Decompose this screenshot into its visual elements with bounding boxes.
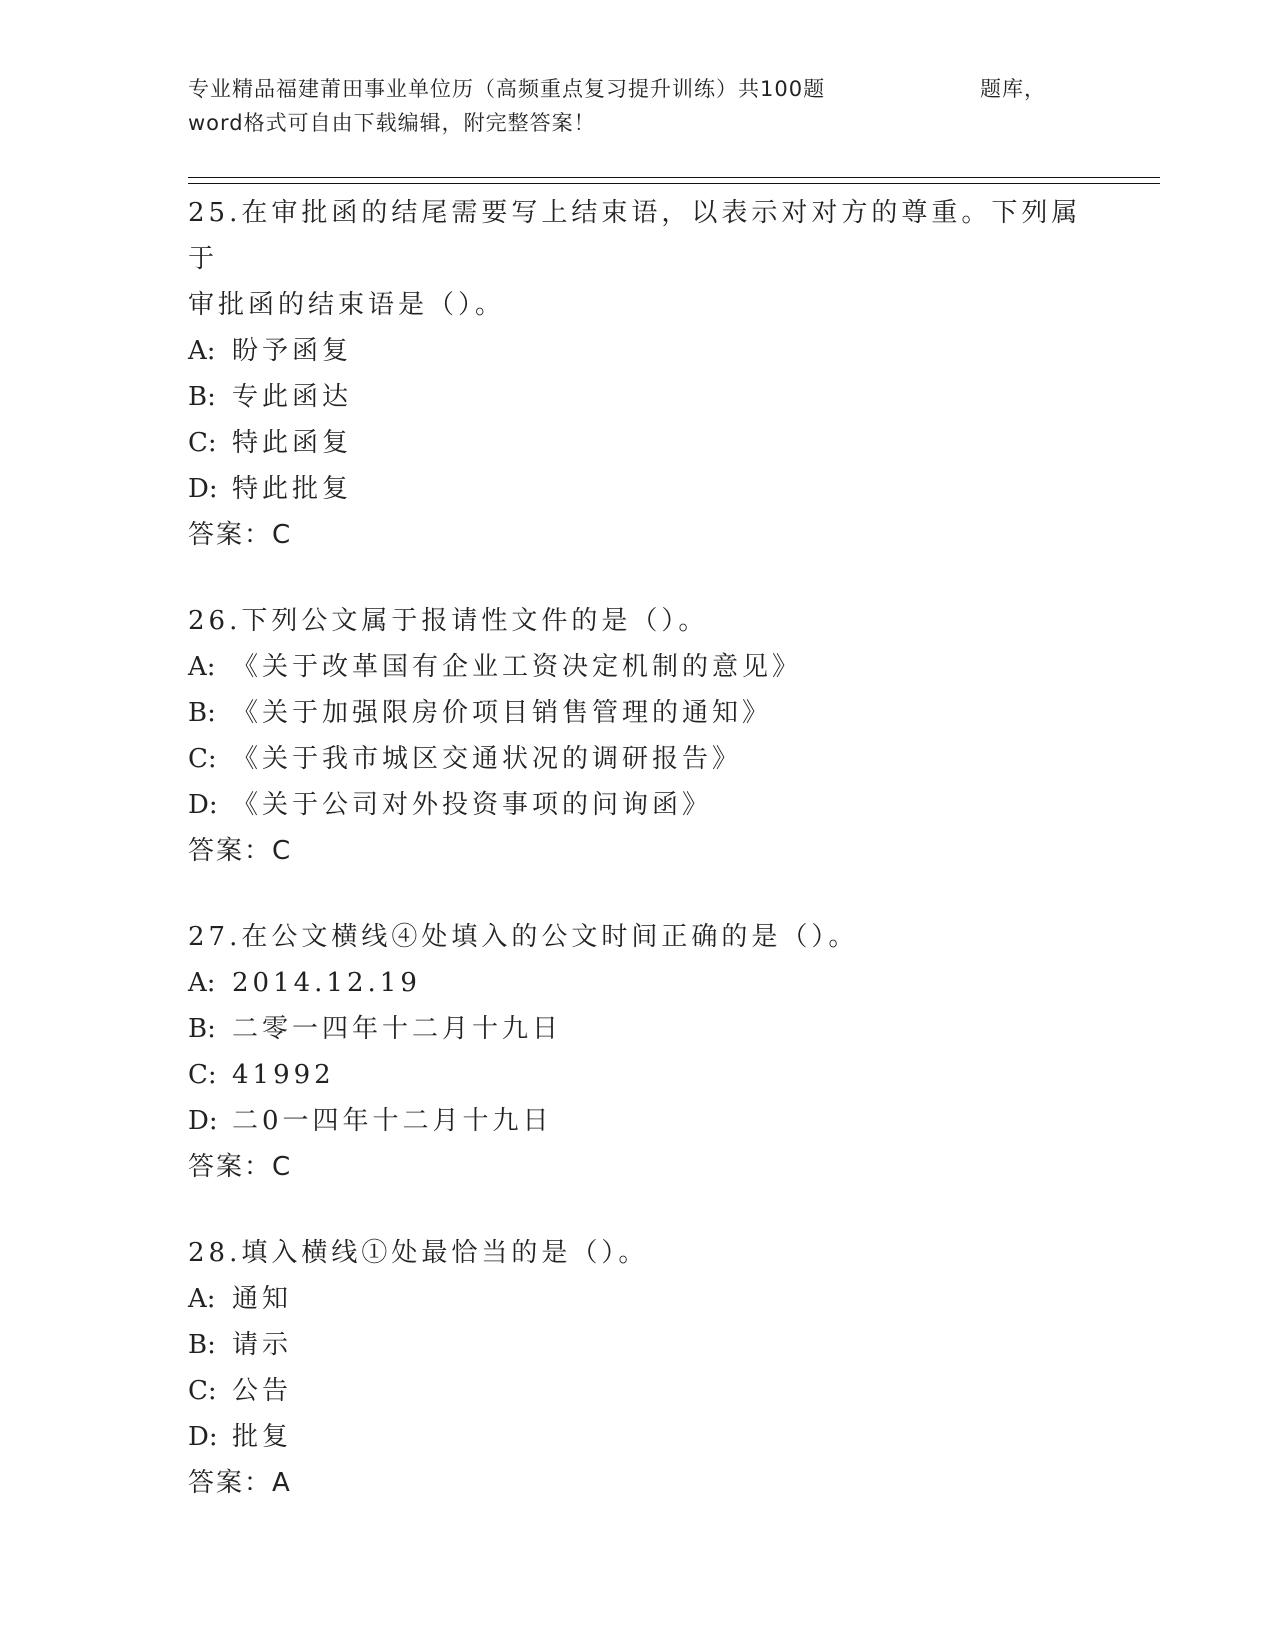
option-text: 特此批复 (232, 474, 353, 504)
option-d (188, 1098, 1088, 1144)
header-divider-top (188, 177, 1160, 178)
answer-line: 答案：C (188, 520, 293, 550)
option-letter: B: (188, 1330, 216, 1360)
option-d (188, 782, 1088, 828)
option-letter: A: (188, 1284, 216, 1314)
answer-line: 答案：C (188, 1152, 293, 1182)
option-text: 特此函复 (232, 428, 353, 458)
document-header (188, 72, 1088, 140)
option-text: 二零一四年十二月十九日 (232, 1014, 563, 1044)
option-letter: A: (188, 336, 216, 366)
question-stem: 28.填入横线①处最恰当的是（）。 (188, 1238, 649, 1268)
option-text: 盼予函复 (232, 336, 353, 366)
option-a (188, 328, 1088, 374)
option-letter: C: (188, 1060, 217, 1090)
option-text: 二0一四年十二月十九日 (232, 1106, 553, 1136)
option-text: 批复 (232, 1422, 293, 1452)
option-letter: D: (188, 1422, 218, 1452)
option-b (188, 690, 1088, 736)
option-letter: C: (188, 744, 217, 774)
question-list (188, 190, 1088, 1546)
question-26 (188, 598, 1088, 874)
option-text: 公告 (232, 1376, 293, 1406)
option-letter: D: (188, 1106, 218, 1136)
option-text: 41992 (232, 1060, 335, 1090)
option-text: 通知 (232, 1284, 293, 1314)
option-text: 《关于我市城区交通状况的调研报告》 (232, 744, 743, 774)
option-letter: B: (188, 1014, 216, 1044)
option-text: 专此函达 (232, 382, 353, 412)
option-a (188, 1276, 1088, 1322)
option-c (188, 1052, 1088, 1098)
option-letter: A: (188, 652, 216, 682)
answer-line: 答案：A (188, 1468, 292, 1498)
option-letter: B: (188, 698, 216, 728)
option-text: 2014.12.19 (232, 968, 421, 998)
header-divider-bottom (188, 183, 1160, 184)
option-d (188, 466, 1088, 512)
option-letter: A: (188, 968, 216, 998)
option-c (188, 736, 1088, 782)
option-c (188, 1368, 1088, 1414)
option-text: 《关于改革国有企业工资决定机制的意见》 (232, 652, 803, 682)
option-text: 《关于公司对外投资事项的问询函》 (232, 790, 713, 820)
option-letter: B: (188, 382, 216, 412)
option-b (188, 1322, 1088, 1368)
option-text: 请示 (232, 1330, 293, 1360)
option-a (188, 960, 1088, 1006)
header-line-1 (188, 72, 1088, 106)
question-stem: 27.在公文横线④处填入的公文时间正确的是（）。 (188, 922, 859, 952)
answer-line: 答案：C (188, 836, 293, 866)
question-28 (188, 1230, 1088, 1506)
header-title-suffix: 题库， (980, 77, 1046, 101)
option-b (188, 374, 1088, 420)
question-27 (188, 914, 1088, 1190)
question-stem: 26.下列公文属于报请性文件的是（）。 (188, 606, 709, 636)
option-letter: D: (188, 474, 218, 504)
header-title: 专业精品福建莆田事业单位历（高频重点复习提升训练）共100题 (188, 77, 826, 101)
option-text: 《关于加强限房价项目销售管理的通知》 (232, 698, 773, 728)
header-line-2: word格式可自由下载编辑，附完整答案！ (188, 111, 596, 135)
option-letter: D: (188, 790, 218, 820)
option-letter: C: (188, 1376, 217, 1406)
option-c (188, 420, 1088, 466)
option-d (188, 1414, 1088, 1460)
question-stem-continued: 审批函的结束语是（）。 (188, 290, 506, 320)
option-letter: C: (188, 428, 217, 458)
option-b (188, 1006, 1088, 1052)
question-25 (188, 190, 1088, 558)
question-stem: 25.在审批函的结尾需要写上结束语，以表示对对方的尊重。下列属于 (188, 198, 1082, 274)
option-a (188, 644, 1088, 690)
